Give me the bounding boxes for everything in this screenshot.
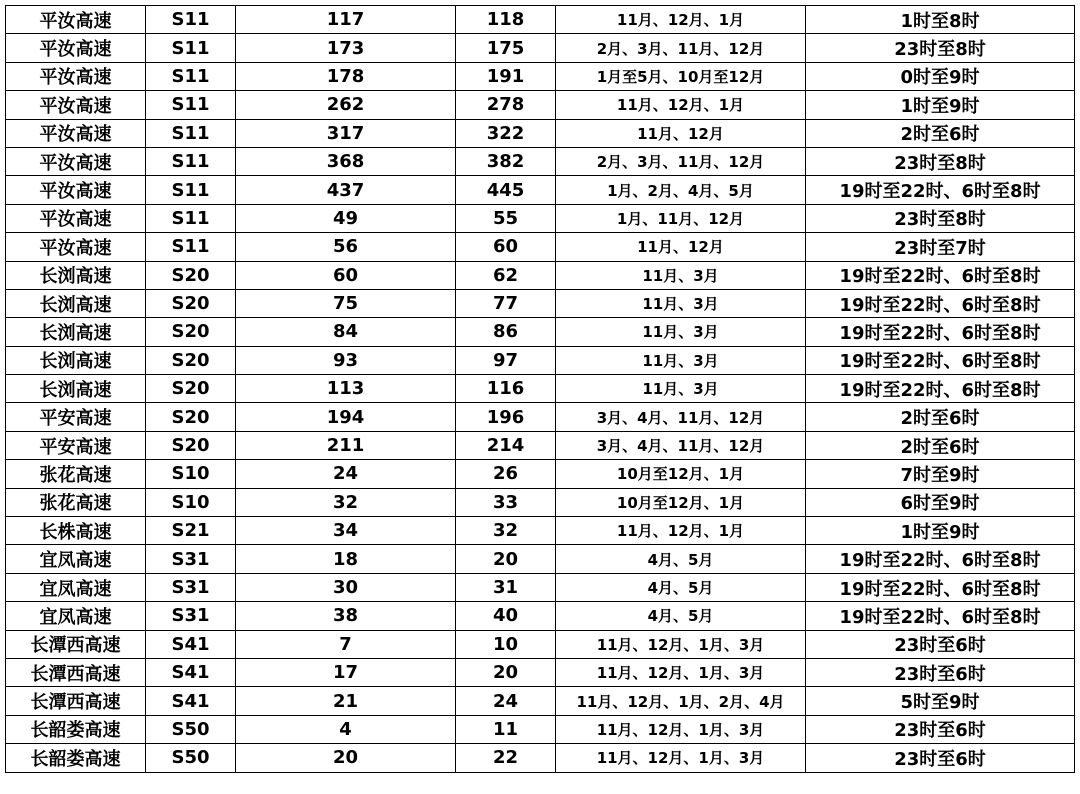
road-code-cell: S10 bbox=[146, 460, 236, 488]
table-row bbox=[6, 204, 1075, 232]
time-range-cell: 0时至9时 bbox=[806, 62, 1075, 90]
road-code-cell: S20 bbox=[146, 346, 236, 374]
road-code-cell: S20 bbox=[146, 289, 236, 317]
start-km-cell: 368 bbox=[236, 147, 456, 175]
road-code-cell: S11 bbox=[146, 34, 236, 62]
table-row bbox=[6, 658, 1075, 686]
road-code-cell: S41 bbox=[146, 658, 236, 686]
time-range-cell: 5时至9时 bbox=[806, 687, 1075, 715]
road-code-cell: S11 bbox=[146, 204, 236, 232]
months-cell: 11月、12月、1月 bbox=[556, 517, 806, 545]
road-name-cell: 宜凤高速 bbox=[6, 573, 146, 601]
road-code-cell: S11 bbox=[146, 6, 236, 34]
end-km-cell: 20 bbox=[456, 545, 556, 573]
time-range-cell: 1时至8时 bbox=[806, 6, 1075, 34]
start-km-cell: 173 bbox=[236, 34, 456, 62]
end-km-cell: 33 bbox=[456, 488, 556, 516]
start-km-cell: 84 bbox=[236, 318, 456, 346]
road-code-cell: S31 bbox=[146, 545, 236, 573]
road-name-cell: 平汝高速 bbox=[6, 34, 146, 62]
time-range-cell: 19时至22时、6时至8时 bbox=[806, 573, 1075, 601]
road-name-cell: 平汝高速 bbox=[6, 91, 146, 119]
table-row bbox=[6, 318, 1075, 346]
table-body bbox=[6, 6, 1075, 773]
time-range-cell: 19时至22时、6时至8时 bbox=[806, 545, 1075, 573]
months-cell: 10月至12月、1月 bbox=[556, 460, 806, 488]
road-name-cell: 宜凤高速 bbox=[6, 602, 146, 630]
months-cell: 2月、3月、11月、12月 bbox=[556, 34, 806, 62]
end-km-cell: 40 bbox=[456, 602, 556, 630]
road-name-cell: 长韶娄高速 bbox=[6, 715, 146, 743]
end-km-cell: 11 bbox=[456, 715, 556, 743]
end-km-cell: 22 bbox=[456, 744, 556, 772]
time-range-cell: 19时至22时、6时至8时 bbox=[806, 375, 1075, 403]
road-name-cell: 平汝高速 bbox=[6, 204, 146, 232]
end-km-cell: 32 bbox=[456, 517, 556, 545]
end-km-cell: 322 bbox=[456, 119, 556, 147]
road-name-cell: 长浏高速 bbox=[6, 261, 146, 289]
time-range-cell: 1时至9时 bbox=[806, 91, 1075, 119]
start-km-cell: 178 bbox=[236, 62, 456, 90]
table-row bbox=[6, 261, 1075, 289]
end-km-cell: 175 bbox=[456, 34, 556, 62]
months-cell: 11月、3月 bbox=[556, 289, 806, 317]
road-name-cell: 平汝高速 bbox=[6, 176, 146, 204]
end-km-cell: 55 bbox=[456, 204, 556, 232]
start-km-cell: 7 bbox=[236, 630, 456, 658]
table-row bbox=[6, 375, 1075, 403]
end-km-cell: 116 bbox=[456, 375, 556, 403]
road-code-cell: S11 bbox=[146, 176, 236, 204]
months-cell: 11月、3月 bbox=[556, 346, 806, 374]
months-cell: 11月、12月 bbox=[556, 233, 806, 261]
time-range-cell: 23时至7时 bbox=[806, 233, 1075, 261]
start-km-cell: 437 bbox=[236, 176, 456, 204]
months-cell: 11月、12月、1月、3月 bbox=[556, 715, 806, 743]
time-range-cell: 7时至9时 bbox=[806, 460, 1075, 488]
road-code-cell: S11 bbox=[146, 91, 236, 119]
end-km-cell: 24 bbox=[456, 687, 556, 715]
start-km-cell: 60 bbox=[236, 261, 456, 289]
start-km-cell: 117 bbox=[236, 6, 456, 34]
end-km-cell: 77 bbox=[456, 289, 556, 317]
table-row bbox=[6, 630, 1075, 658]
table-row bbox=[6, 460, 1075, 488]
road-name-cell: 长潭西高速 bbox=[6, 630, 146, 658]
time-range-cell: 23时至6时 bbox=[806, 744, 1075, 772]
road-code-cell: S50 bbox=[146, 715, 236, 743]
road-code-cell: S20 bbox=[146, 261, 236, 289]
end-km-cell: 97 bbox=[456, 346, 556, 374]
end-km-cell: 31 bbox=[456, 573, 556, 601]
road-name-cell: 长株高速 bbox=[6, 517, 146, 545]
time-range-cell: 23时至8时 bbox=[806, 204, 1075, 232]
table-row bbox=[6, 6, 1075, 34]
table-row bbox=[6, 233, 1075, 261]
end-km-cell: 191 bbox=[456, 62, 556, 90]
road-code-cell: S11 bbox=[146, 62, 236, 90]
road-name-cell: 平汝高速 bbox=[6, 62, 146, 90]
months-cell: 11月、12月、1月 bbox=[556, 91, 806, 119]
start-km-cell: 38 bbox=[236, 602, 456, 630]
months-cell: 11月、3月 bbox=[556, 375, 806, 403]
months-cell: 4月、5月 bbox=[556, 602, 806, 630]
road-code-cell: S50 bbox=[146, 744, 236, 772]
months-cell: 11月、12月、1月、2月、4月 bbox=[556, 687, 806, 715]
months-cell: 1月、2月、4月、5月 bbox=[556, 176, 806, 204]
table-row bbox=[6, 431, 1075, 459]
months-cell: 1月、11月、12月 bbox=[556, 204, 806, 232]
months-cell: 3月、4月、11月、12月 bbox=[556, 431, 806, 459]
start-km-cell: 24 bbox=[236, 460, 456, 488]
end-km-cell: 26 bbox=[456, 460, 556, 488]
road-name-cell: 宜凤高速 bbox=[6, 545, 146, 573]
end-km-cell: 382 bbox=[456, 147, 556, 175]
road-code-cell: S11 bbox=[146, 147, 236, 175]
table-row bbox=[6, 119, 1075, 147]
time-range-cell: 2时至6时 bbox=[806, 119, 1075, 147]
time-range-cell: 19时至22时、6时至8时 bbox=[806, 261, 1075, 289]
start-km-cell: 93 bbox=[236, 346, 456, 374]
road-name-cell: 平安高速 bbox=[6, 403, 146, 431]
road-code-cell: S20 bbox=[146, 431, 236, 459]
end-km-cell: 196 bbox=[456, 403, 556, 431]
end-km-cell: 10 bbox=[456, 630, 556, 658]
table-row bbox=[6, 545, 1075, 573]
road-code-cell: S21 bbox=[146, 517, 236, 545]
end-km-cell: 445 bbox=[456, 176, 556, 204]
months-cell: 11月、12月、1月、3月 bbox=[556, 630, 806, 658]
time-range-cell: 2时至6时 bbox=[806, 431, 1075, 459]
road-name-cell: 平汝高速 bbox=[6, 119, 146, 147]
road-name-cell: 平汝高速 bbox=[6, 147, 146, 175]
start-km-cell: 30 bbox=[236, 573, 456, 601]
start-km-cell: 18 bbox=[236, 545, 456, 573]
time-range-cell: 23时至6时 bbox=[806, 658, 1075, 686]
road-code-cell: S41 bbox=[146, 630, 236, 658]
start-km-cell: 17 bbox=[236, 658, 456, 686]
time-range-cell: 19时至22时、6时至8时 bbox=[806, 346, 1075, 374]
road-code-cell: S10 bbox=[146, 488, 236, 516]
time-range-cell: 19时至22时、6时至8时 bbox=[806, 176, 1075, 204]
table-row bbox=[6, 62, 1075, 90]
end-km-cell: 214 bbox=[456, 431, 556, 459]
end-km-cell: 62 bbox=[456, 261, 556, 289]
table-row bbox=[6, 346, 1075, 374]
start-km-cell: 262 bbox=[236, 91, 456, 119]
time-range-cell: 19时至22时、6时至8时 bbox=[806, 602, 1075, 630]
start-km-cell: 211 bbox=[236, 431, 456, 459]
end-km-cell: 278 bbox=[456, 91, 556, 119]
start-km-cell: 4 bbox=[236, 715, 456, 743]
months-cell: 1月至5月、10月至12月 bbox=[556, 62, 806, 90]
road-code-cell: S11 bbox=[146, 119, 236, 147]
start-km-cell: 20 bbox=[236, 744, 456, 772]
months-cell: 11月、12月 bbox=[556, 119, 806, 147]
start-km-cell: 34 bbox=[236, 517, 456, 545]
months-cell: 4月、5月 bbox=[556, 545, 806, 573]
road-code-cell: S41 bbox=[146, 687, 236, 715]
time-range-cell: 1时至9时 bbox=[806, 517, 1075, 545]
table-row bbox=[6, 403, 1075, 431]
start-km-cell: 194 bbox=[236, 403, 456, 431]
time-range-cell: 23时至8时 bbox=[806, 34, 1075, 62]
months-cell: 3月、4月、11月、12月 bbox=[556, 403, 806, 431]
table-row bbox=[6, 147, 1075, 175]
time-range-cell: 23时至6时 bbox=[806, 715, 1075, 743]
months-cell: 11月、12月、1月、3月 bbox=[556, 658, 806, 686]
road-name-cell: 长潭西高速 bbox=[6, 687, 146, 715]
road-code-cell: S11 bbox=[146, 233, 236, 261]
road-name-cell: 长浏高速 bbox=[6, 289, 146, 317]
start-km-cell: 56 bbox=[236, 233, 456, 261]
table-row bbox=[6, 602, 1075, 630]
end-km-cell: 20 bbox=[456, 658, 556, 686]
fog-section-table-container bbox=[5, 5, 1075, 773]
road-code-cell: S31 bbox=[146, 602, 236, 630]
road-name-cell: 平汝高速 bbox=[6, 6, 146, 34]
end-km-cell: 86 bbox=[456, 318, 556, 346]
road-name-cell: 长浏高速 bbox=[6, 375, 146, 403]
start-km-cell: 49 bbox=[236, 204, 456, 232]
start-km-cell: 21 bbox=[236, 687, 456, 715]
start-km-cell: 113 bbox=[236, 375, 456, 403]
road-code-cell: S20 bbox=[146, 375, 236, 403]
table-row bbox=[6, 289, 1075, 317]
table-row bbox=[6, 744, 1075, 772]
start-km-cell: 75 bbox=[236, 289, 456, 317]
table-row bbox=[6, 91, 1075, 119]
road-name-cell: 平安高速 bbox=[6, 431, 146, 459]
end-km-cell: 60 bbox=[456, 233, 556, 261]
start-km-cell: 32 bbox=[236, 488, 456, 516]
table-row bbox=[6, 488, 1075, 516]
road-name-cell: 张花高速 bbox=[6, 488, 146, 516]
time-range-cell: 2时至6时 bbox=[806, 403, 1075, 431]
road-name-cell: 长潭西高速 bbox=[6, 658, 146, 686]
time-range-cell: 6时至9时 bbox=[806, 488, 1075, 516]
months-cell: 10月至12月、1月 bbox=[556, 488, 806, 516]
table-row bbox=[6, 176, 1075, 204]
months-cell: 2月、3月、11月、12月 bbox=[556, 147, 806, 175]
road-name-cell: 长韶娄高速 bbox=[6, 744, 146, 772]
table-row bbox=[6, 715, 1075, 743]
start-km-cell: 317 bbox=[236, 119, 456, 147]
months-cell: 4月、5月 bbox=[556, 573, 806, 601]
road-name-cell: 张花高速 bbox=[6, 460, 146, 488]
months-cell: 11月、12月、1月 bbox=[556, 6, 806, 34]
table-row bbox=[6, 573, 1075, 601]
time-range-cell: 23时至8时 bbox=[806, 147, 1075, 175]
road-name-cell: 长浏高速 bbox=[6, 346, 146, 374]
months-cell: 11月、3月 bbox=[556, 318, 806, 346]
table-row bbox=[6, 687, 1075, 715]
time-range-cell: 19时至22时、6时至8时 bbox=[806, 318, 1075, 346]
table-row bbox=[6, 34, 1075, 62]
months-cell: 11月、12月、1月、3月 bbox=[556, 744, 806, 772]
road-code-cell: S20 bbox=[146, 403, 236, 431]
road-code-cell: S20 bbox=[146, 318, 236, 346]
time-range-cell: 23时至6时 bbox=[806, 630, 1075, 658]
end-km-cell: 118 bbox=[456, 6, 556, 34]
road-name-cell: 长浏高速 bbox=[6, 318, 146, 346]
road-code-cell: S31 bbox=[146, 573, 236, 601]
time-range-cell: 19时至22时、6时至8时 bbox=[806, 289, 1075, 317]
table-row bbox=[6, 517, 1075, 545]
fog-section-table bbox=[5, 5, 1075, 773]
months-cell: 11月、3月 bbox=[556, 261, 806, 289]
road-name-cell: 平汝高速 bbox=[6, 233, 146, 261]
